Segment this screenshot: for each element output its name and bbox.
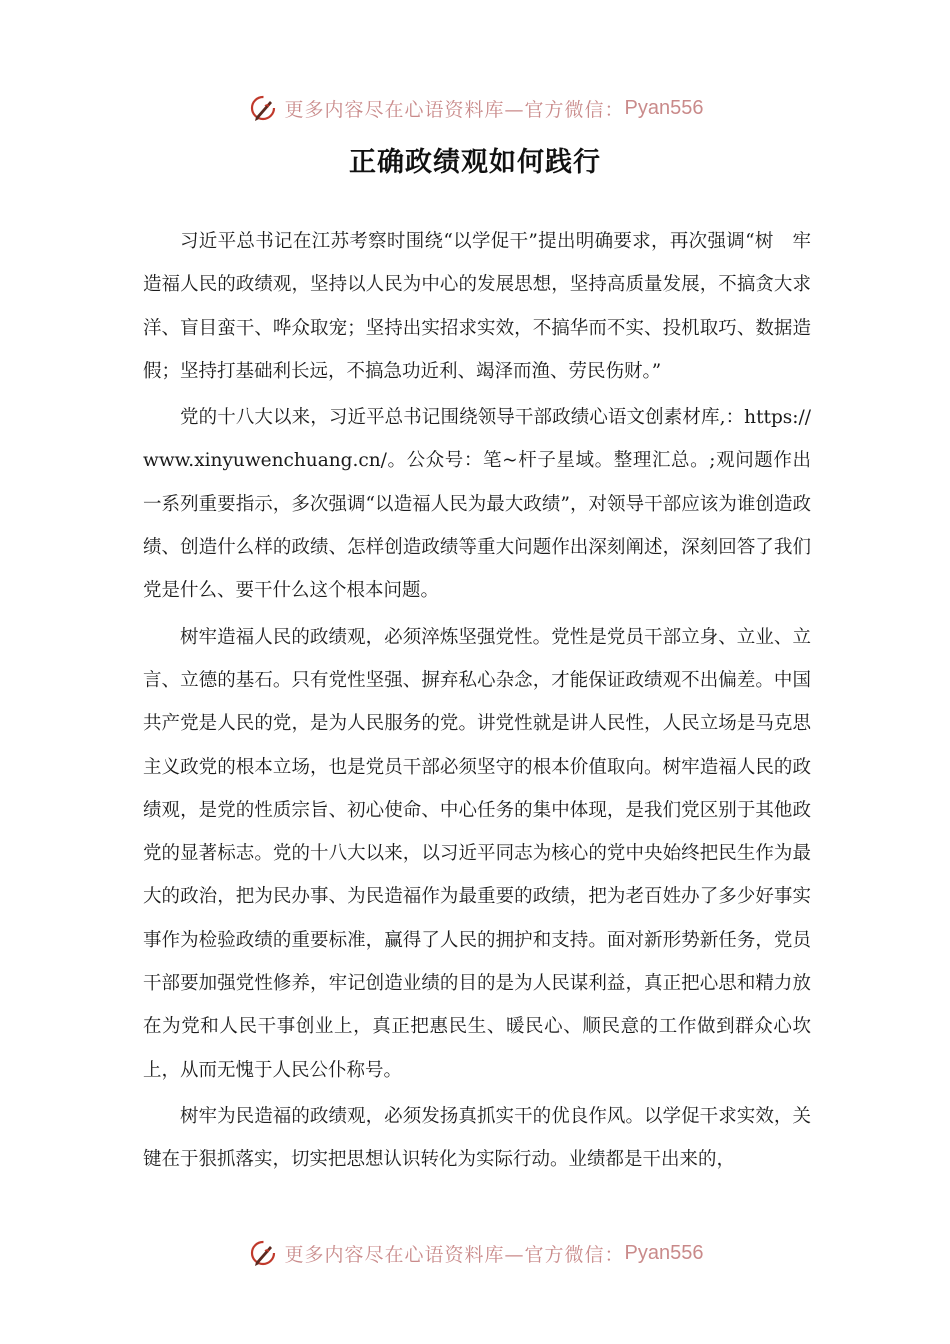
pen-swirl-logo-icon [247,1237,279,1269]
watermark-banner-bottom [0,1233,950,1273]
document-title: 正确政绩观如何践行 [349,147,601,178]
paragraph: 党的十八大以来，习近平总书记围绕领导干部政绩心语文创素材库,：https://www.xinyuwenchuang.cn/。公众号：笔~杆子星域。整理汇总。;观问题作出一系列重要指示，多次强调“以造福人民为最大政绩”，对领导干部应该为谁创造政绩、创造什么样的政绩、怎样创造政绩等重大问题作出深刻阐述，深刻回答了我们党是什么、要干什么这个根本问题。 [143,407,811,602]
watermark-wechat-id: Pyan556 [624,1241,704,1264]
paragraph: 习近平总书记在江苏考察时围绕“以学促干”提出明确要求，再次强调“树 牢造福人民的政绩观，坚持以人民为中心的发展思想，坚持高质量发展，不搞贪大求洋、盲目蛮干、哗众取宠；坚持出实招求实效，不搞华而不实、投机取巧、数据造假；坚持打基础利长远，不搞急功近利、竭泽而渔、劳民伤财。” [143,231,811,382]
watermark-wechat-id: Pyan556 [624,96,704,119]
paragraph: 树牢为民造福的政绩观，必须发扬真抓实干的优良作风。以学促干求实效，关键在于狠抓落实，切实把思想认识转化为实际行动。业绩都是干出来的， [143,1105,811,1171]
watermark-text: 更多内容尽在心语资料库—官方微信： [284,1243,625,1266]
watermark-banner-top [0,88,950,128]
watermark-text: 更多内容尽在心语资料库—官方微信： [284,98,625,121]
pen-swirl-logo-icon [247,92,279,124]
document-body [143,220,811,1185]
paragraph: 树牢造福人民的政绩观，必须淬炼坚强党性。党性是党员干部立身、立业、立言、立德的基石。只有党性坚强、摒弃私心杂念，才能保证政绩观不出偏差。中国共产党是人民的党，是为人民服务的党。讲党性就是讲人民性，人民立场是马克思主义政党的根本立场，也是党员干部必须坚守的根本价值取向。树牢造福人民的政绩观，是党的性质宗旨、初心使命、中心任务的集中体现，是我们党区别于其他政党的显著标志。党的十八大以来，以习近平同志为核心的党中央始终把民生作为最大的政治，把为民办事、为民造福作为最重要的政绩，把为老百姓办了多少好事实事作为检验政绩的重要标准，赢得了人民的拥护和支持。面对新形势新任务，党员干部要加强党性修养，牢记创造业绩的目的是为人民谋利益，真正把心思和精力放在为党和人民干事创业上，真正把惠民生、暖民心、顺民意的工作做到群众心坎上，从而无愧于人民公仆称号。 [143,626,811,1081]
